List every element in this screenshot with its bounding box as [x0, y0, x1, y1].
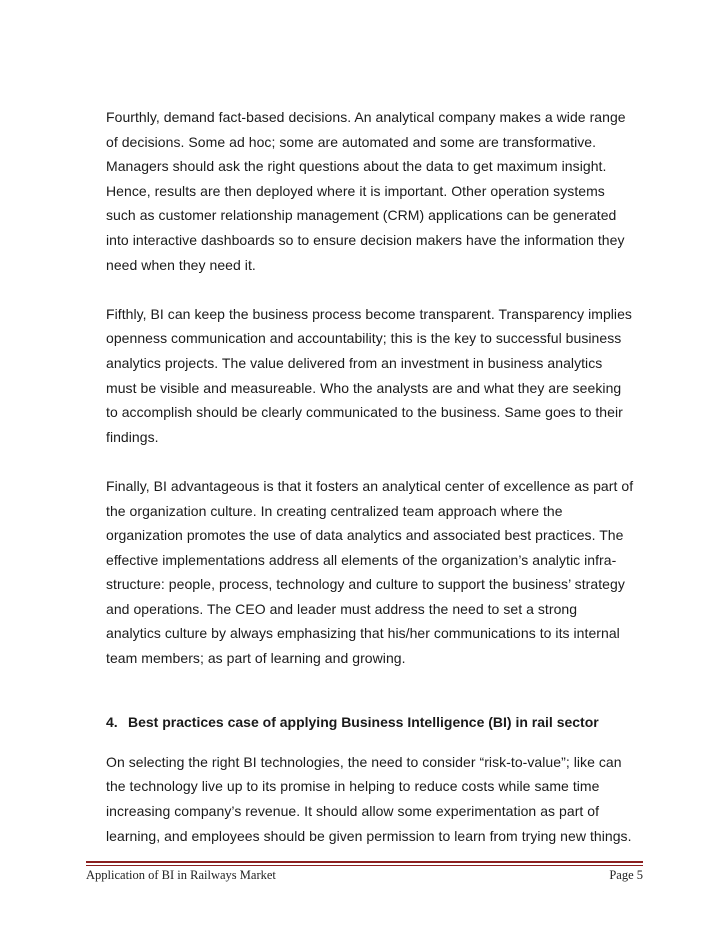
text-line: such as customer relationship management (CRM) applications can be generated	[106, 207, 617, 224]
text-line: Fifthly, BI can keep the business process become transparent. Transparency implies	[106, 305, 632, 322]
text-line: analytics projects. The value delivered from an investment in business analytics	[106, 354, 603, 371]
section-heading	[106, 710, 652, 735]
paragraph-spacer	[106, 277, 652, 302]
text-line: learning, and employees should be given permission to learn from trying new things.	[106, 827, 632, 844]
text-line: analytics culture by always emphasizing that his/her communications to its internal	[106, 625, 620, 642]
heading-spacer	[106, 695, 652, 710]
text-line: findings.	[106, 428, 159, 445]
text-line: to accomplish should be clearly communicated to the business. Same goes to their	[106, 404, 623, 421]
text-line: the organization culture. In creating centralized team approach where the	[106, 502, 563, 519]
text-line: structure: people, process, technology and culture to support the business’ strategy	[106, 576, 625, 593]
footer-page-number: Page 5	[609, 868, 643, 882]
text-line: need when they need it.	[106, 256, 256, 273]
text-line: of decisions. Some ad hoc; some are automated and some are transformative.	[106, 133, 597, 150]
text-line: On selecting the right BI technologies, the need to consider “risk-to-value”; like can	[106, 753, 622, 770]
text-line: organization promotes the use of data analytics and associated best practices. The	[106, 527, 624, 544]
section-number: 4.	[106, 714, 118, 731]
footer-rule-thin	[86, 865, 643, 866]
heading-spacer	[106, 735, 652, 750]
paragraph-fifthly	[106, 302, 652, 450]
text-line: into interactive dashboards so to ensure decision makers have the information they	[106, 231, 625, 248]
text-line: openness communication and accountability; this is the key to successful business	[106, 330, 622, 347]
page-content	[106, 105, 652, 848]
paragraph-selecting	[106, 750, 652, 848]
paragraph-finally	[106, 474, 652, 671]
text-line: Finally, BI advantageous is that it fosters an analytical center of excellence as part of	[106, 477, 634, 494]
text-line: effective implementations address all elements of the organization’s analytic infra-	[106, 551, 617, 568]
text-line: must be visible and measureable. Who the analysts are and what they are seeking	[106, 379, 622, 396]
paragraph-spacer	[106, 671, 652, 696]
footer-rule-thick	[86, 861, 643, 863]
text-line: team members; as part of learning and growing.	[106, 650, 406, 667]
paragraph-spacer	[106, 449, 652, 474]
text-line: the technology live up to its promise in helping to reduce costs while same time	[106, 778, 600, 795]
paragraph-fourthly	[106, 105, 652, 277]
text-line: increasing company’s revenue. It should allow some experimentation as part of	[106, 803, 600, 820]
text-line: Fourthly, demand fact-based decisions. An analytical company makes a wide range	[106, 109, 626, 125]
footer-document-title: Application of BI in Railways Market	[86, 868, 276, 882]
text-line: and operations. The CEO and leader must address the need to set a strong	[106, 600, 578, 617]
section-title: Best practices case of applying Business Intelligence (BI) in rail sector	[128, 714, 599, 731]
text-line: Managers should ask the right questions about the data to get maximum insight.	[106, 158, 607, 175]
text-line: Hence, results are then deployed where it is important. Other operation systems	[106, 182, 605, 199]
